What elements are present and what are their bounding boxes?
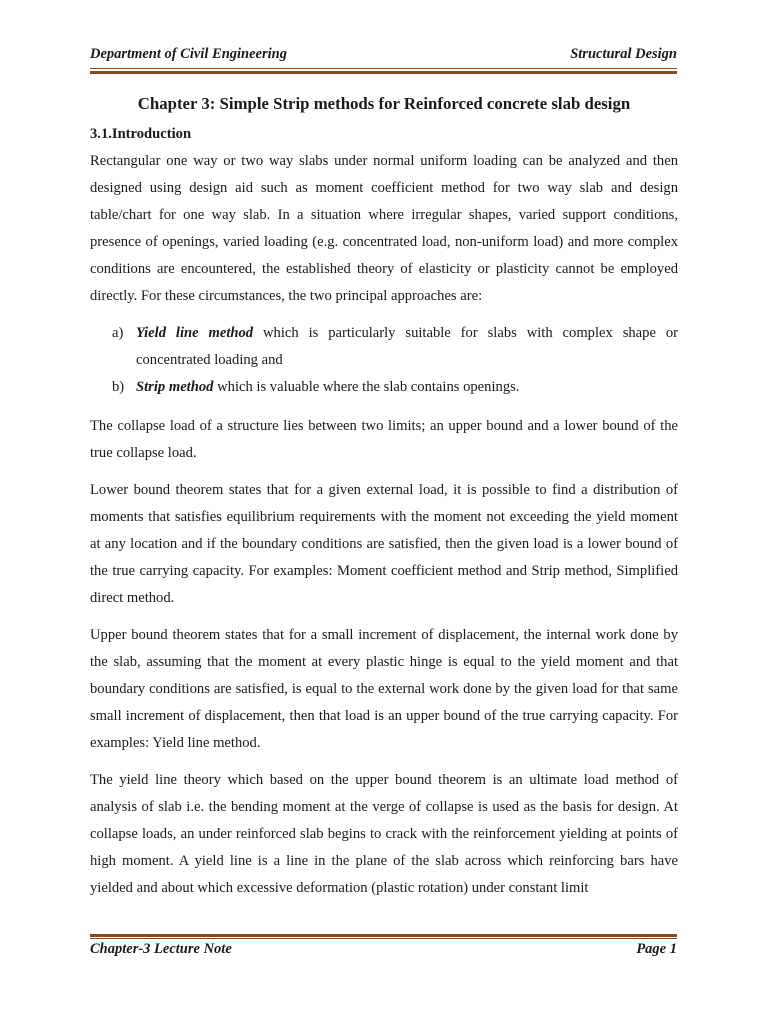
list-text: which is particularly suitable for slabs with complex shape or concentrated loading and [136, 325, 678, 368]
chapter-title: Chapter 3: Simple Strip methods for Reinforced concrete slab design [137, 94, 631, 113]
page-footer [90, 941, 677, 961]
list-marker: a) [112, 325, 124, 341]
list-marker: b) [112, 379, 125, 395]
footer-rule-thin [90, 938, 677, 939]
paragraph-yield-line: The yield line theory which based on the upper bound theorem is an ultimate load method of analysis of slab i.e. the bending moment at the verge of collapse is used as the basis for design. At collapse loads, an under reinforced slab begins to crack with the reinforcement yielding at points of high moment. A yield line is a line in the plane of the slab across which reinforcing bars have yielded and about which excessive deformation (plastic rotation) under constant limit [90, 772, 678, 896]
page-body [90, 92, 678, 912]
paragraph-lower-bound: Lower bound theorem states that for a given external load, it is possible to find a distribution of moments that satisfies equilibrium requirements with the moment not exceeding the yield moment at any location and if the boundary conditions are satisfied, then the given load is a lower bound of the true carrying capacity. For examples: Moment coefficient method and Strip method, Simplified direct method. [90, 482, 678, 606]
header-rule-thin [90, 68, 677, 69]
header-rule-thick [90, 71, 677, 74]
list-item [90, 320, 678, 374]
list-term: Yield line method [136, 325, 254, 341]
footer-rule-thick [90, 934, 677, 937]
page-number: Page 1 [636, 941, 677, 957]
list-item [90, 374, 678, 401]
header-department: Department of Civil Engineering [90, 46, 287, 62]
section-heading: 3.1.Introduction [90, 126, 192, 142]
paragraph-upper-bound: Upper bound theorem states that for a small increment of displacement, the internal work done by the slab, assuming that the moment at every plastic hinge is equal to the yield moment and that boundary conditions are satisfied, is equal to the external work done by the given load for that same small increment of displacement, then that load is an upper bound of the true carrying capacity. For examples: Yield line method. [90, 627, 678, 751]
paragraph-intro: Rectangular one way or two way slabs under normal uniform loading can be analyzed and then designed using design aid such as moment coefficient method for two way slab and design table/chart for one way slab. In a situation where irregular shapes, varied support conditions, presence of openings, varied loading (e.g. concentrated load, non-uniform load) and more complex conditions are encountered, the established theory of elasticity or plasticity cannot be employed directly. For these circumstances, the two principal approaches are: [90, 153, 678, 304]
paragraph-collapse: The collapse load of a structure lies between two limits; an upper bound and a lower bound of the true collapse load. [90, 418, 678, 461]
header-course: Structural Design [570, 46, 677, 62]
page-header [90, 46, 677, 66]
list-text: which is valuable where the slab contains openings. [213, 379, 520, 395]
list-term: Strip method [136, 379, 214, 395]
approaches-list [90, 320, 678, 401]
footer-note: Chapter-3 Lecture Note [90, 941, 232, 957]
